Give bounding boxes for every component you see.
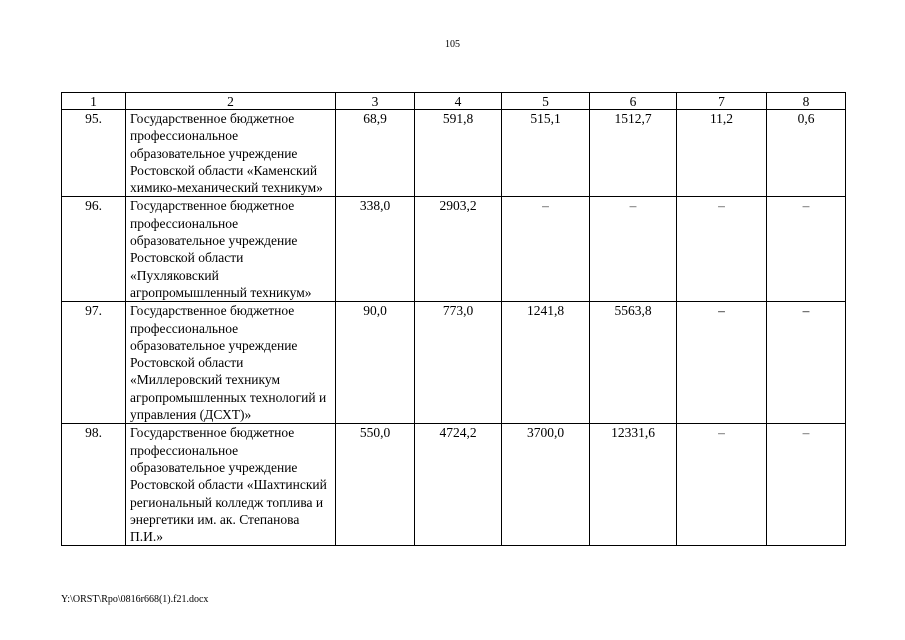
column-header: 5 [502,93,590,110]
value-cell: 12331,6 [590,424,677,546]
value-cell: 90,0 [336,302,415,424]
institution-name: Государственное бюджетное профессиональное образовательное учреждение Ростовской области «Пухляковский агропромышленный техникум» [126,197,336,302]
data-table [61,92,846,546]
row-number: 97. [62,302,126,424]
column-header: 8 [767,93,846,110]
value-cell: 4724,2 [415,424,502,546]
row-number: 95. [62,110,126,197]
value-cell: – [590,197,677,302]
value-cell: 338,0 [336,197,415,302]
table-row [62,110,846,197]
value-cell: 3700,0 [502,424,590,546]
column-header: 2 [126,93,336,110]
value-cell: – [767,424,846,546]
column-header: 6 [590,93,677,110]
table-header-row [62,93,846,110]
value-cell: 1241,8 [502,302,590,424]
value-cell: 2903,2 [415,197,502,302]
table-row [62,302,846,424]
value-cell: 515,1 [502,110,590,197]
column-header: 4 [415,93,502,110]
value-cell: 1512,7 [590,110,677,197]
table-row [62,197,846,302]
institution-name: Государственное бюджетное профессиональное образовательное учреждение Ростовской области «Миллеровский техникум агропромышленных технологий и управления (ДСХТ)» [126,302,336,424]
value-cell: 591,8 [415,110,502,197]
column-header: 3 [336,93,415,110]
value-cell: – [677,302,767,424]
value-cell: 773,0 [415,302,502,424]
column-header: 1 [62,93,126,110]
value-cell: – [677,424,767,546]
value-cell: 68,9 [336,110,415,197]
value-cell: 5563,8 [590,302,677,424]
value-cell: 0,6 [767,110,846,197]
institution-name: Государственное бюджетное профессиональное образовательное учреждение Ростовской области «Шахтинский региональный колледж топлива и энергетики им. ак. Степанова П.И.» [126,424,336,546]
institution-name: Государственное бюджетное профессиональное образовательное учреждение Ростовской области «Каменский химико-механический техникум» [126,110,336,197]
value-cell: – [767,197,846,302]
value-cell: – [677,197,767,302]
value-cell: – [502,197,590,302]
row-number: 96. [62,197,126,302]
column-header: 7 [677,93,767,110]
row-number: 98. [62,424,126,546]
value-cell: 11,2 [677,110,767,197]
footer-file-path: Y:\ORST\Rpo\0816r668(1).f21.docx [61,594,209,605]
table-row [62,424,846,546]
value-cell: – [767,302,846,424]
page-number: 105 [445,39,460,50]
value-cell: 550,0 [336,424,415,546]
